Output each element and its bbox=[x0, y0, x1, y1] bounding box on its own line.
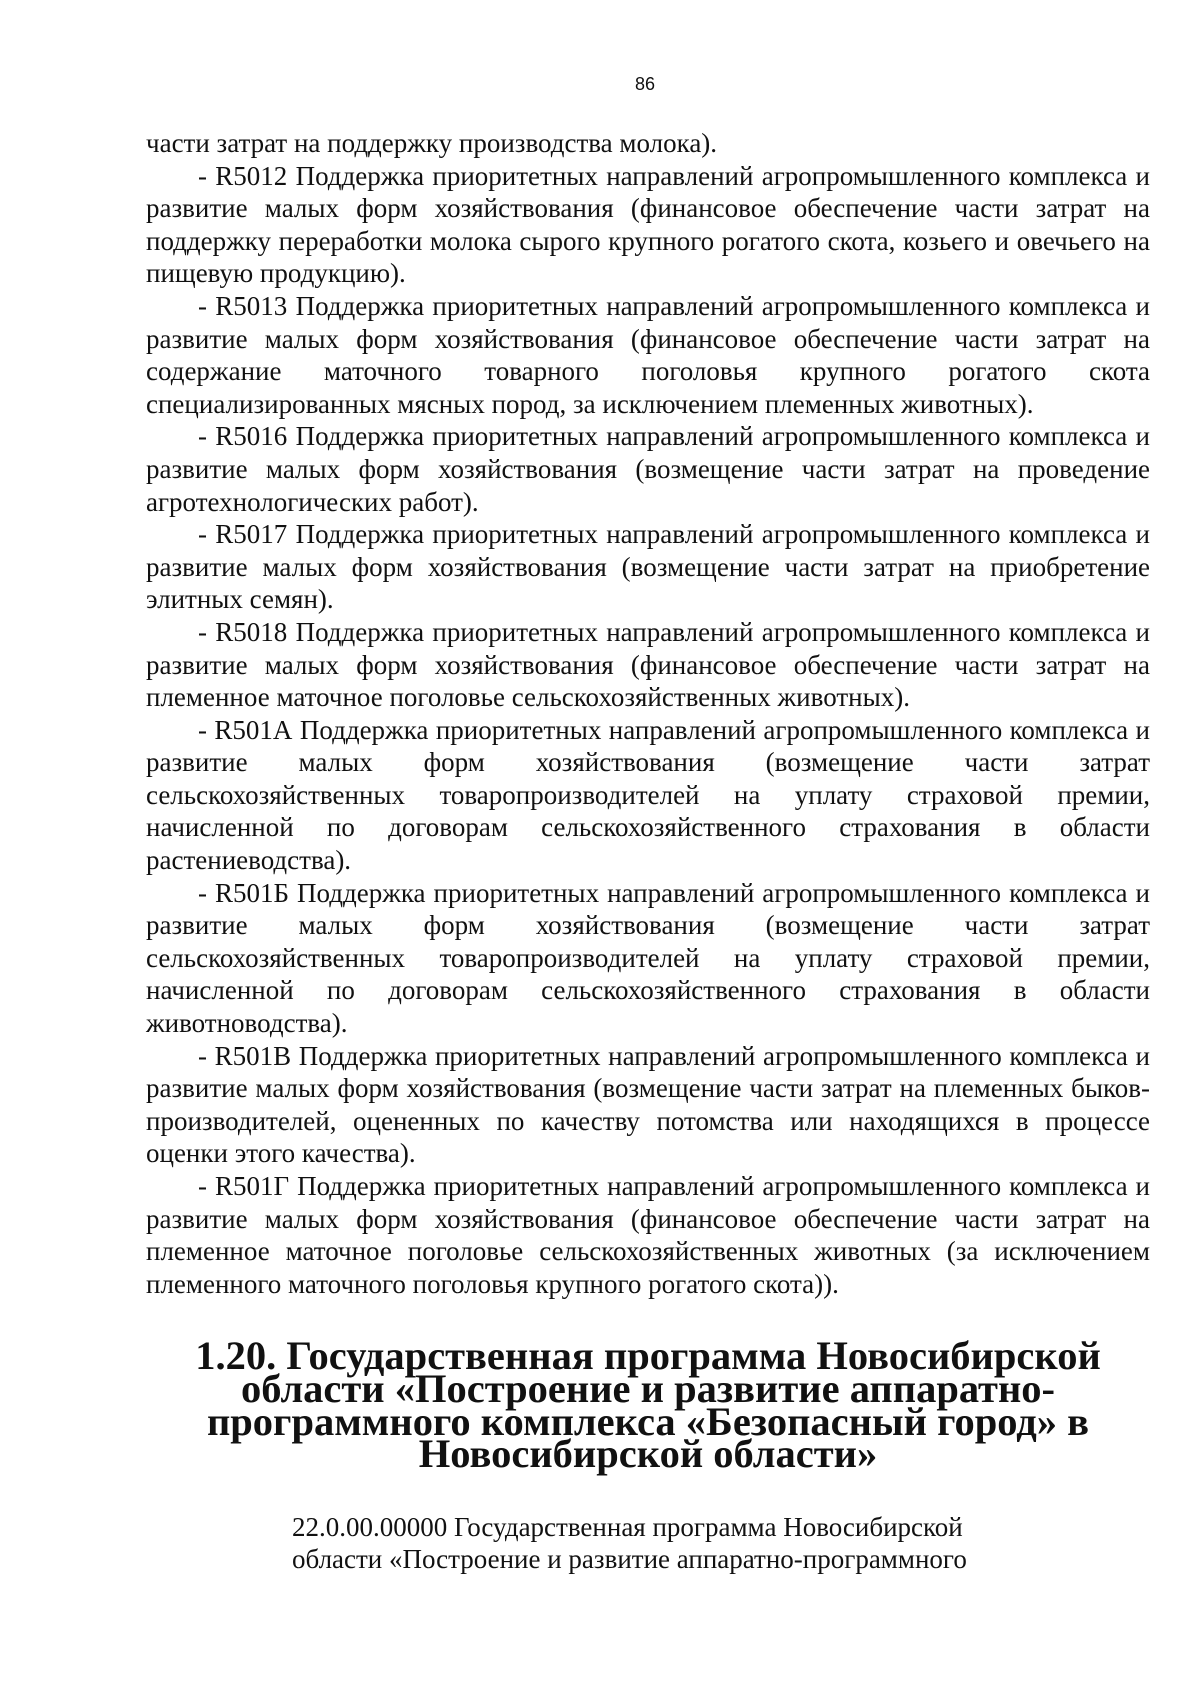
section-program-code: 22.0.00.00000 Государственная программа Новосибирской области «Построение и развитие аппаратно-программного bbox=[292, 1511, 967, 1575]
document-body bbox=[146, 127, 1150, 1576]
section-heading: 1.20. Государственная программа Новосибирской области «Построение и развитие аппаратно-программного комплекса «Безопасный город» в Новосибирской области» bbox=[195, 1333, 1101, 1477]
paragraph-continuation: части затрат на поддержку производства молока). bbox=[146, 128, 718, 158]
paragraph-r501v: - R501В Поддержка приоритетных направлений агропромышленного комплекса и развитие малых форм хозяйствования (возмещение части затрат на племенных быков-производителей, оцененных по качеству потомства или находящихся в процессе оценки этого качества). bbox=[146, 1040, 1150, 1169]
page-number: 86 bbox=[634, 74, 656, 94]
paragraph-r5017: - R5017 Поддержка приоритетных направлений агропромышленного комплекса и развитие малых форм хозяйствования (возмещение части затрат на приобретение элитных семян). bbox=[146, 519, 1150, 615]
paragraph-r501g: - R501Г Поддержка приоритетных направлений агропромышленного комплекса и развитие малых форм хозяйствования (финансовое обеспечение части затрат на племенное маточное поголовье сельскохозяйственных животных (за исключением племенного маточного поголовья крупного рогатого скота)). bbox=[146, 1171, 1150, 1299]
paragraph-r5018: - R5018 Поддержка приоритетных направлений агропромышленного комплекса и развитие малых форм хозяйствования (финансовое обеспечение части затрат на племенное маточное поголовье сельскохозяйственных животных). bbox=[146, 616, 1150, 713]
paragraph-r5013: - R5013 Поддержка приоритетных направлений агропромышленного комплекса и развитие малых форм хозяйствования (финансовое обеспечение части затрат на содержание маточного товарного поголовья крупного рогатого скота специализированных мясных пород, за исключением племенных животных). bbox=[146, 290, 1150, 419]
paragraph-r5012: - R5012 Поддержка приоритетных направлений агропромышленного комплекса и развитие малых форм хозяйствования (финансовое обеспечение части затрат на поддержку переработки молока сырого крупного рогатого скота, козьего и овечьего на пищевую продукцию). bbox=[146, 160, 1150, 289]
paragraph-r5016: - R5016 Поддержка приоритетных направлений агропромышленного комплекса и развитие малых форм хозяйствования (возмещение части затрат на проведение агротехнологических работ). bbox=[146, 421, 1150, 517]
paragraph-r501a: - R501А Поддержка приоритетных направлений агропромышленного комплекса и развитие малых форм хозяйствования (возмещение части затрат сельскохозяйственных товаропроизводителей на уплату страховой премии, начисленной по договорам сельскохозяйственного страхования в области растениеводства). bbox=[146, 714, 1150, 876]
paragraph-r501b: - R501Б Поддержка приоритетных направлений агропромышленного комплекса и развитие малых форм хозяйствования (возмещение части затрат сельскохозяйственных товаропроизводителей на уплату страховой премии, начисленной по договорам сельскохозяйственного страхования в области животноводства). bbox=[146, 877, 1150, 1039]
